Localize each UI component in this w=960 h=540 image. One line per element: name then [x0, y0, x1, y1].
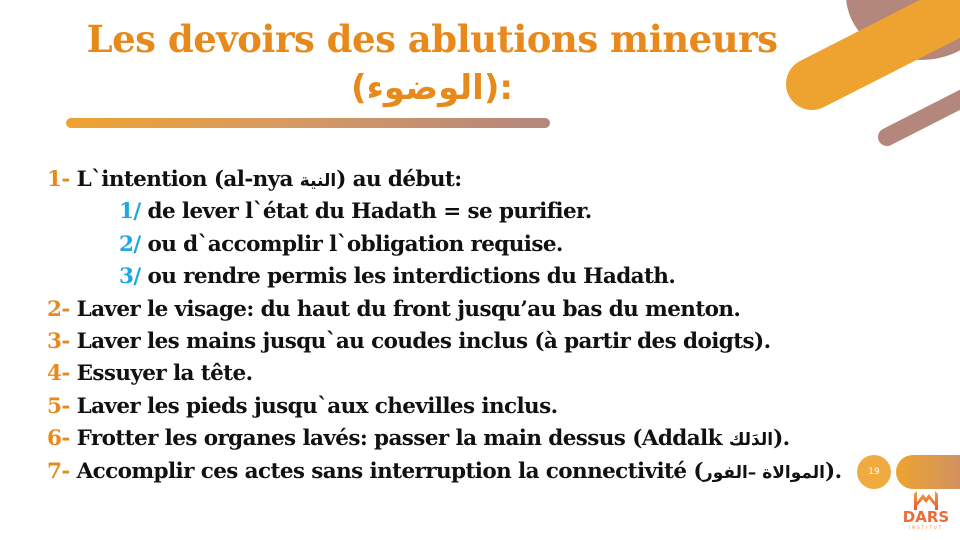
footer-accent-bar	[896, 455, 960, 489]
logo-subtitle: INSTITUT	[908, 525, 944, 530]
arabic-term: الموالاة –الفور	[702, 462, 826, 483]
item-text: ).	[825, 458, 842, 484]
item-text: ) au début:	[336, 167, 462, 192]
duties-list	[47, 164, 947, 488]
decorative-brown-bar	[875, 79, 960, 150]
title-colon: :	[499, 68, 513, 108]
logo-mark-icon	[911, 490, 941, 510]
slide-title: Les devoirs des ablutions mineurs	[86, 17, 778, 61]
sub-item-text: ou d`accomplir l`obligation requise.	[140, 231, 563, 257]
sub-item-3	[47, 261, 947, 293]
list-item-1	[47, 164, 947, 196]
list-item-5	[47, 391, 947, 423]
list-item-6	[47, 423, 947, 455]
sub-item-text: ou rendre permis les interdictions du Hadath.	[140, 264, 676, 290]
item-text: ).	[773, 426, 790, 452]
item-number: 5-	[47, 393, 70, 419]
arabic-term: النية	[299, 171, 337, 191]
title-underline	[66, 118, 550, 128]
title-arabic-term: (الوضوء)	[351, 68, 500, 108]
item-number: 4-	[47, 361, 70, 387]
item-text: Accomplir ces actes sans interruption la connectivité (	[69, 458, 703, 484]
sub-item-number: 1/	[119, 199, 141, 225]
item-number: 7-	[47, 458, 70, 484]
item-text: Laver les pieds jusqu`aux chevilles inclus.	[69, 393, 558, 419]
arabic-term: الدَلك	[728, 430, 774, 451]
sub-item-1	[47, 196, 947, 228]
slide-title-arabic-line	[0, 66, 864, 110]
list-item-3	[47, 326, 947, 358]
item-text: Laver les mains jusqu`au coudes inclus (à partir des doigts).	[69, 328, 771, 354]
logo-name: DARS	[902, 508, 950, 526]
dars-institut-logo	[898, 490, 954, 540]
sub-item-2	[47, 229, 947, 261]
sub-item-number: 2/	[119, 231, 141, 257]
item-text: Essuyer la tête.	[69, 361, 253, 387]
list-item-2	[47, 294, 947, 326]
list-item-4	[47, 358, 947, 390]
item-text: Frotter les organes lavés: passer la main dessus (Addalk	[69, 426, 729, 452]
item-number: 2-	[47, 296, 70, 322]
page-number: 19	[857, 455, 891, 489]
item-text: Laver le visage: du haut du front jusqu’au bas du menton.	[69, 296, 741, 322]
item-number: 1-	[47, 167, 70, 192]
item-text: L`intention (al-nya	[76, 167, 300, 192]
list-item-7	[47, 456, 947, 488]
sub-item-number: 3/	[119, 264, 141, 290]
item-number: 3-	[47, 328, 70, 354]
item-number: 6-	[47, 426, 70, 452]
sub-item-text: de lever l`état du Hadath = se purifier.	[140, 199, 592, 225]
